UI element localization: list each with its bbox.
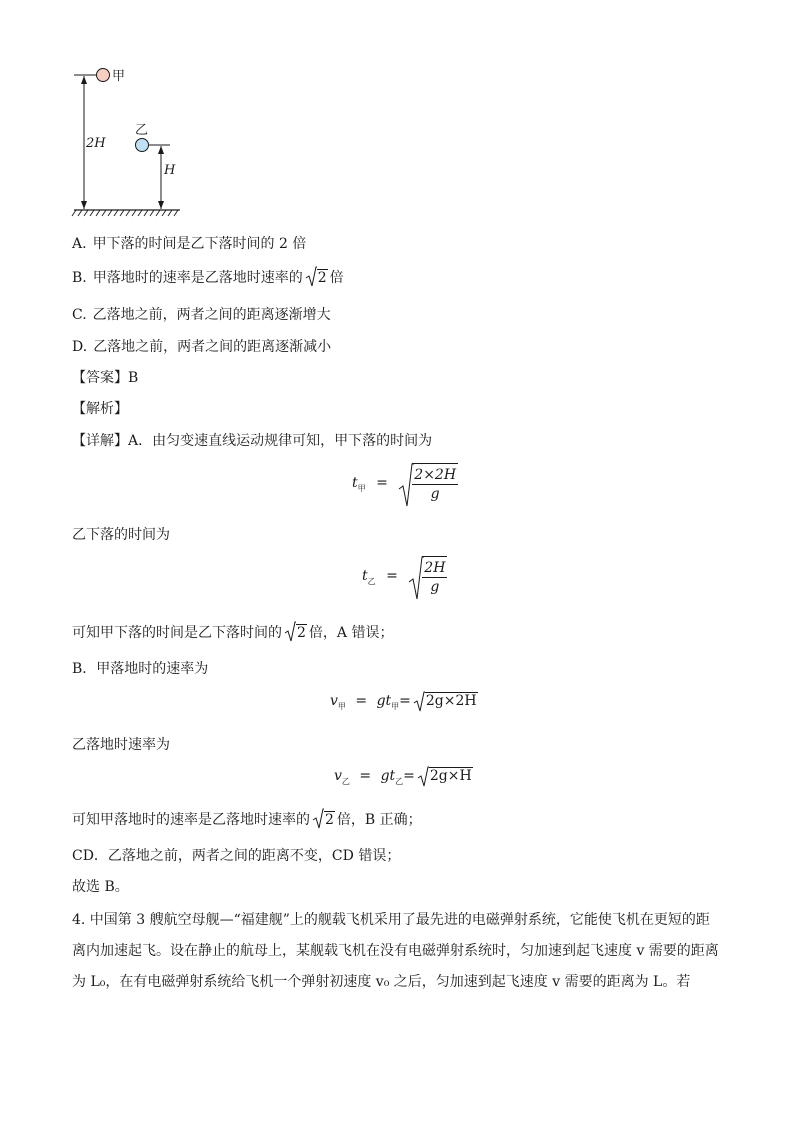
- option-a: [72, 234, 306, 254]
- f2-den: g: [430, 579, 440, 595]
- q4-line-3: 为 L₀，在有电磁弹射系统给飞机一个弹射初速度 v₀ 之后，匀加速到起飞速度 v 需要的距离为 L。若: [72, 974, 691, 990]
- formula-t-yi: [362, 556, 447, 596]
- f1-den: g: [430, 486, 440, 502]
- option-b-text-post: 倍: [329, 270, 344, 286]
- q4-line-1: 4. 中国第 3 艘航空母舰—“福建舰”上的舰载飞机采用了最先进的电磁弹射系统，它能使飞机在更短的距: [72, 912, 710, 928]
- analysis-bracket: 【解析】: [72, 401, 128, 417]
- f1-sub: 甲: [357, 484, 366, 493]
- option-b-text-pre: 甲落地时的速率是乙落地时速率的: [92, 270, 303, 286]
- f4-sub: 乙: [341, 777, 350, 786]
- conclusion-a: [72, 623, 393, 643]
- label-2H: 2H: [86, 136, 106, 151]
- f2-lhs: t: [362, 568, 368, 584]
- f3-rad: 2g×2H: [425, 693, 477, 709]
- conclusion-a-sqrt-value: 2: [297, 625, 306, 641]
- conclusion-b-post: 倍，B 正确；: [336, 812, 422, 828]
- conclusion-b: [72, 810, 422, 830]
- formula-v-yi: [334, 768, 475, 787]
- f4-sqrt: [417, 768, 473, 784]
- option-c: [72, 305, 331, 325]
- choose-line: 故选 B。: [72, 879, 129, 895]
- f3-sqrt: [413, 693, 478, 709]
- free-fall-diagram: [70, 62, 190, 222]
- f1-eq: =: [376, 475, 388, 491]
- formula-v-jia: [330, 693, 480, 712]
- f1-sqrt: [398, 463, 458, 503]
- f3-mid-sub: 甲: [391, 702, 400, 711]
- option-b-sqrt: [305, 268, 328, 288]
- q4-line-2: 离内加速起飞。设在静止的航母上，某舰载飞机在没有电磁弹射系统时，匀加速到起飞速度 v 需要的距离: [72, 943, 719, 959]
- option-d-letter: D.: [72, 339, 88, 355]
- f3-lhs: v: [330, 693, 338, 709]
- f3-sub: 甲: [337, 702, 346, 711]
- option-b-letter: B.: [72, 270, 87, 286]
- option-a-text: 甲下落的时间是乙下落时间的 2 倍: [92, 236, 307, 252]
- option-c-text: 乙落地之前，两者之间的距离逐渐增大: [92, 307, 331, 323]
- f3-mid: gt: [376, 693, 392, 709]
- label-H: H: [164, 163, 176, 178]
- option-a-letter: A.: [72, 236, 87, 252]
- f1-num: 2×2H: [414, 467, 457, 483]
- option-b-sqrt-value: 2: [317, 270, 327, 286]
- label-jia: 甲: [112, 69, 126, 84]
- option-c-letter: C.: [72, 307, 87, 323]
- ball-yi: [136, 139, 149, 152]
- f2-num: 2H: [424, 560, 446, 576]
- label-yi: 乙: [135, 123, 149, 138]
- conclusion-a-post: 倍，A 错误；: [308, 625, 394, 641]
- b-intro: B．甲落地时的速率为: [72, 661, 209, 677]
- option-d-text: 乙落地之前，两者之间的距离逐渐减小: [93, 339, 332, 355]
- f3-eq2: =: [399, 693, 411, 709]
- f4-eq2: =: [403, 768, 415, 784]
- f2-eq: =: [386, 568, 398, 584]
- conclusion-a-sqrt: [284, 623, 307, 643]
- answer-line: [72, 368, 138, 388]
- f2-sqrt: [408, 556, 447, 596]
- conclusion-b-sqrt: [312, 810, 335, 830]
- conclusion-a-pre: 可知甲下落的时间是乙下落时间的: [72, 625, 282, 641]
- f4-rad: 2g×H: [429, 768, 472, 784]
- f4-mid-sub: 乙: [395, 777, 404, 786]
- f2-sub: 乙: [367, 577, 376, 586]
- ball-jia: [97, 69, 110, 82]
- analysis-line: [72, 399, 128, 419]
- yi-speed-label: 乙落地时速率为: [72, 737, 170, 753]
- cd-line: CD．乙落地之前，两者之间的距离不变，CD 错误；: [72, 848, 401, 864]
- detail-intro: 【详解】A．由匀变速直线运动规律可知，甲下落的时间为: [72, 433, 433, 449]
- f1-lhs: t: [352, 475, 358, 491]
- f4-eq: =: [359, 768, 372, 784]
- formula-t-jia: [352, 463, 458, 503]
- f3-eq: =: [355, 693, 368, 709]
- conclusion-b-sqrt-value: 2: [325, 812, 334, 828]
- option-d: [72, 337, 331, 357]
- f4-mid: gt: [380, 768, 396, 784]
- answer-bracket: 【答案】: [72, 370, 128, 386]
- answer-value: B: [128, 370, 139, 386]
- option-b: [72, 268, 344, 288]
- yi-time-label: 乙下落的时间为: [72, 527, 170, 543]
- f4-lhs: v: [334, 768, 342, 784]
- conclusion-b-pre: 可知甲落地时的速率是乙落地时速率的: [72, 812, 310, 828]
